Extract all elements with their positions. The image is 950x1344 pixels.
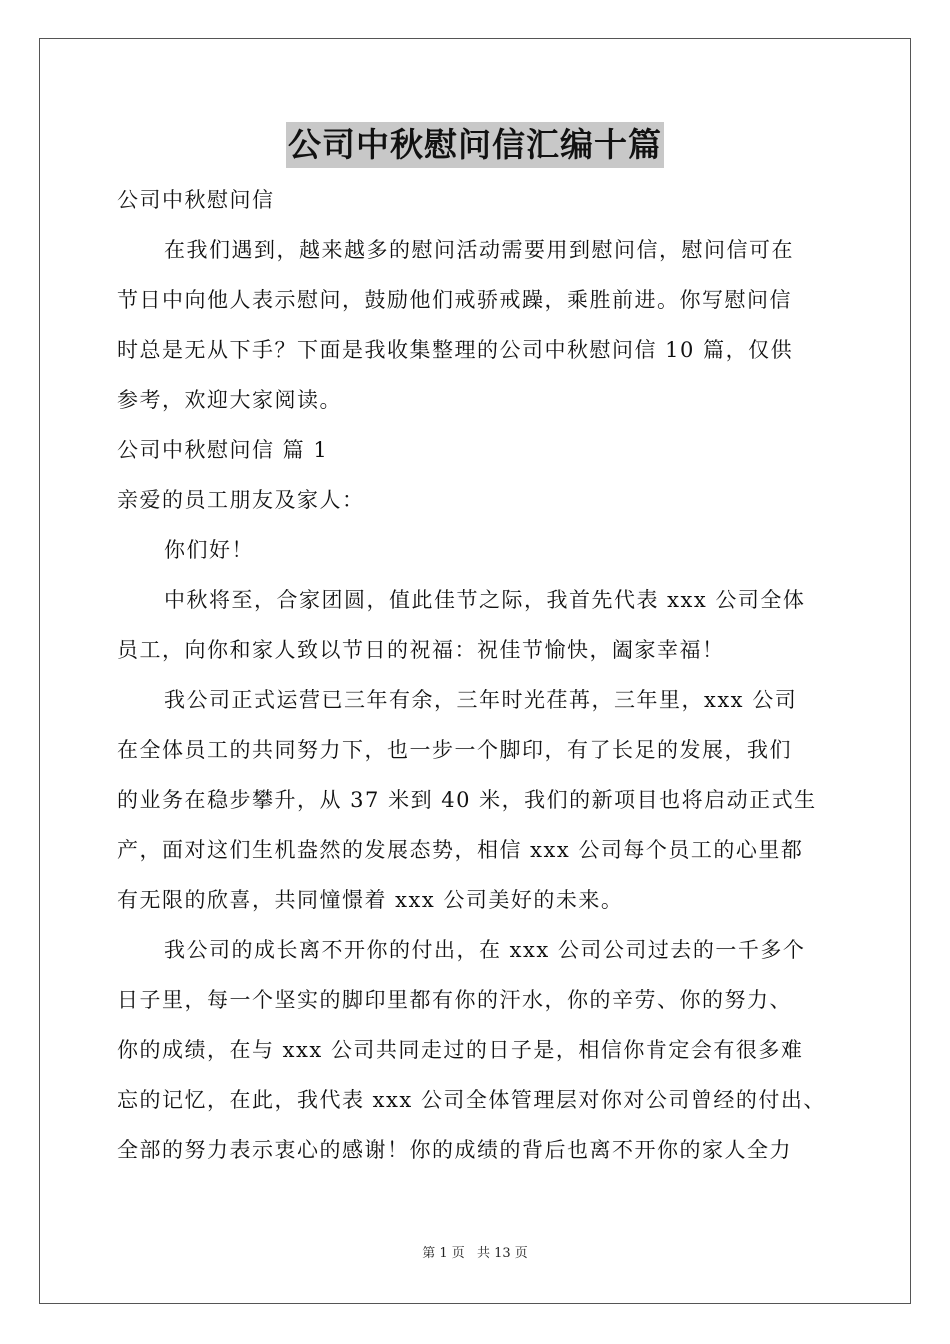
text-line: 参考，欢迎大家阅读。 bbox=[117, 388, 342, 412]
page-number-total: 共 13 页 bbox=[476, 1246, 528, 1261]
document-title: 公司中秋慰问信汇编十篇 bbox=[286, 122, 664, 168]
text-line: 公司中秋慰问信 篇 1 bbox=[117, 438, 329, 462]
text-line: 的业务在稳步攀升，从 37 米到 40 米，我们的新项目也将启动正式生 bbox=[117, 788, 817, 812]
page-number-current: 第 1 页 bbox=[422, 1246, 465, 1261]
page-footer bbox=[0, 1244, 950, 1264]
text-line: 在全体员工的共同努力下，也一步一个脚印，有了长足的发展，我们 bbox=[117, 738, 792, 762]
text-line: 我公司正式运营已三年有余，三年时光荏苒，三年里，xxx 公司 bbox=[164, 688, 798, 712]
text-line: 全部的努力表示衷心的感谢！你的成绩的背后也离不开你的家人全力 bbox=[117, 1138, 792, 1162]
text-line: 亲爱的员工朋友及家人： bbox=[117, 488, 365, 512]
text-line: 我公司的成长离不开你的付出，在 xxx 公司公司过去的一千多个 bbox=[164, 938, 806, 962]
text-line: 产，面对这们生机盎然的发展态势，相信 xxx 公司每个员工的心里都 bbox=[117, 838, 804, 862]
title-container bbox=[0, 122, 950, 168]
text-line: 有无限的欣喜，共同憧憬着 xxx 公司美好的未来。 bbox=[117, 888, 624, 912]
text-line: 中秋将至，合家团圆，值此佳节之际，我首先代表 xxx 公司全体 bbox=[164, 588, 806, 612]
text-line: 忘的记忆，在此，我代表 xxx 公司全体管理层对你对公司曾经的付出、 bbox=[117, 1088, 826, 1112]
text-line: 公司中秋慰问信 bbox=[117, 188, 275, 212]
text-line: 你们好！ bbox=[164, 538, 254, 562]
text-line: 时总是无从下手？下面是我收集整理的公司中秋慰问信 10 篇，仅供 bbox=[117, 338, 794, 362]
text-line: 节日中向他人表示慰问，鼓励他们戒骄戒躁，乘胜前进。你写慰问信 bbox=[117, 288, 792, 312]
text-line: 在我们遇到，越来越多的慰问活动需要用到慰问信，慰问信可在 bbox=[164, 238, 794, 262]
document-body bbox=[117, 175, 835, 1175]
text-line: 员工，向你和家人致以节日的祝福：祝佳节愉快，阖家幸福！ bbox=[117, 638, 725, 662]
text-line: 日子里，每一个坚实的脚印里都有你的汗水，你的辛劳、你的努力、 bbox=[117, 988, 792, 1012]
text-line: 你的成绩，在与 xxx 公司共同走过的日子是，相信你肯定会有很多难 bbox=[117, 1038, 804, 1062]
